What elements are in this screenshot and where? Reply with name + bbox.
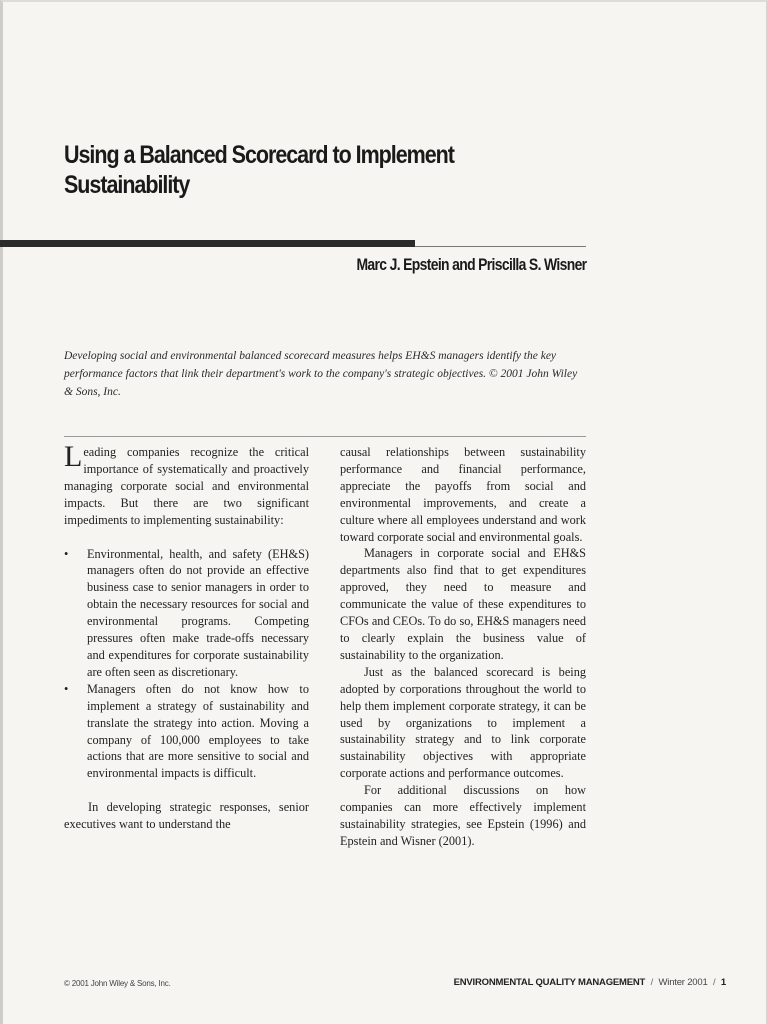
article-abstract: Developing social and environmental balanced scorecard measures helps EH&S managers identify the key performance factors that link their department's work to the company's strategic objectives. © 2001 John Wiley & Sons, Inc. [64, 350, 578, 398]
impediment-item: • Managers often do not know how to implement a strategy of sustainability and translate the strategy into action. Moving a company of 100,000 employees to take actions that are more sensitive to social and environmental impacts is difficult. [64, 681, 309, 782]
footer-running-head [454, 977, 726, 988]
article-title-line-2: Sustainability [64, 171, 190, 199]
title-rule-thin [415, 246, 586, 247]
intro-text: eading companies recognize the critical importance of systematically and proactively managing corporate social and environmental impacts. But there are two significant impediments to implementing sustainability: [64, 445, 309, 527]
intro-paragraph [64, 440, 309, 529]
journal-name: ENVIRONMENTAL QUALITY MANAGEMENT [453, 977, 646, 988]
page-number: 1 [720, 977, 726, 988]
body-paragraph: Managers in corporate social and EH&S departments also find that to get expenditures approved, they need to measure and communicate the value of these expenditures to CFOs and CEOs. To do so, EH&S managers need to clearly explain the business value of sustainability to the organization. [340, 546, 586, 662]
impediments-list [64, 546, 309, 783]
article-title [64, 140, 477, 200]
article-authors: Marc J. Epstein and Priscilla S. Wisner [356, 255, 586, 274]
body-column-left [64, 440, 309, 833]
footer-separator: / [713, 977, 716, 988]
body-column-right [340, 444, 586, 850]
article-title-line-1: Using a Balanced Scorecard to Implement [64, 141, 454, 169]
abstract-divider [64, 436, 586, 437]
body-paragraph: causal relationships between sustainability performance and financial performance, appreciate the payoffs from social and environmental improvements, and create a culture where all employees understand and work toward corporate social and environmental goals. [340, 445, 586, 544]
footer-copyright: © 2001 John Wiley & Sons, Inc. [64, 979, 171, 988]
title-rule-thick [0, 240, 415, 247]
drop-cap: L [64, 440, 83, 473]
body-paragraph: In developing strategic responses, senior executives want to understand the [64, 800, 309, 832]
footer-separator: / [650, 977, 654, 988]
journal-issue: Winter 2001 [658, 977, 708, 988]
impediment-item: • Environmental, health, and safety (EH&S) managers often do not provide an effective business case to senior managers in order to obtain the necessary resources for social and environmental programs. Competing pressures often make trade-offs necessary and expenditures for corporate sustainability are often seen as discretionary. [64, 546, 309, 681]
body-paragraph: Just as the balanced scorecard is being adopted by corporations throughout the world to help them implement corporate strategy, it can be used by organizations to implement a sustainability strategy and to link corporate sustainability objectives with appropriate corporate actions and performance outcomes. [340, 664, 586, 781]
body-paragraph: For additional discussions on how companies can more effectively implement sustainability strategies, see Epstein (1996) and Epstein and Wisner (2001). [340, 783, 586, 848]
